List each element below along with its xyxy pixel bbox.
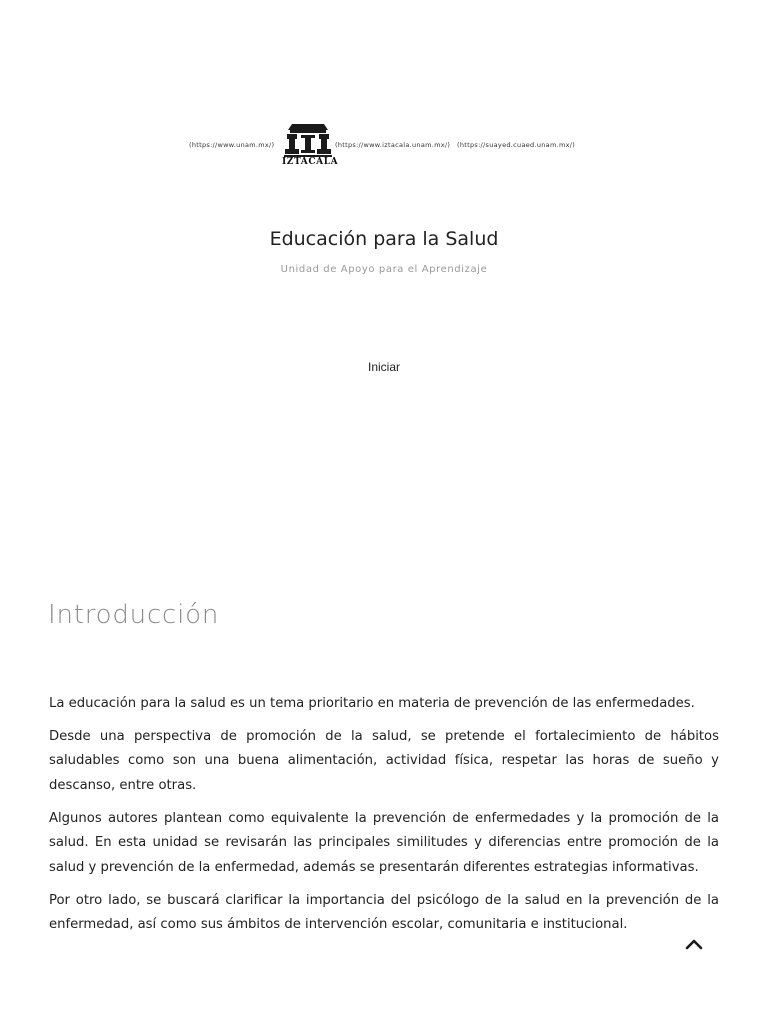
- start-button[interactable]: Iniciar: [367, 360, 400, 374]
- intro-paragraph: La educación para la salud es un tema prioritario en materia de prevención de las enfermedades.: [49, 696, 695, 711]
- suayed-link[interactable]: (https://suayed.cuaed.unam.mx/): [457, 141, 576, 149]
- iztacala-logo-graphic: [282, 122, 334, 158]
- chevron-up-icon: [682, 934, 706, 954]
- introduction-heading: Introducción: [48, 600, 220, 630]
- header-links: [0, 122, 768, 170]
- iztacala-logo-icon[interactable]: [282, 122, 339, 168]
- back-to-top-button[interactable]: [682, 934, 706, 954]
- introduction-content: [49, 692, 719, 946]
- unam-link[interactable]: (https://www.unam.mx/): [189, 141, 275, 149]
- iztacala-link[interactable]: (https://www.iztacala.unam.mx/): [335, 141, 451, 149]
- site-subtitle: Unidad de Apoyo para el Aprendizaje: [280, 264, 488, 275]
- intro-paragraph: Algunos autores plantean como equivalente la prevención de enfermedades y la promoción de la salud. En esta unidad se revisarán las principales similitudes y diferencias entre promoción de la salud y prevención de la enfermedad, además se presentarán diferentes estrategias informativas.: [49, 810, 719, 875]
- intro-paragraph: Por otro lado, se buscará clarificar la importancia del psicólogo de la salud en la prevención de la enfermedad, así como sus ámbitos de intervención escolar, comunitaria e institucional.: [49, 892, 719, 933]
- logo-text: IZTACALA: [282, 157, 339, 167]
- intro-paragraph: Desde una perspectiva de promoción de la salud, se pretende el fortalecimiento de hábitos saludables como son una buena alimentación, actividad física, respetar las horas de sueño y descanso, entre otras.: [49, 729, 719, 793]
- site-title: Educación para la Salud: [269, 228, 499, 250]
